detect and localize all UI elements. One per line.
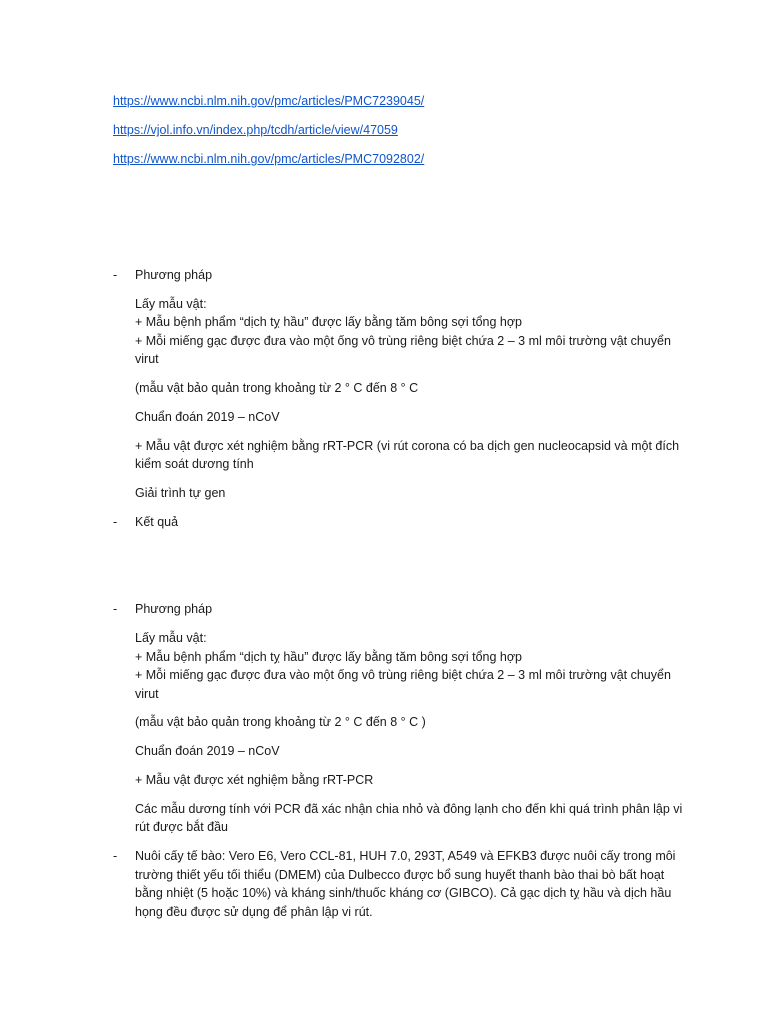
bullet-dash: - <box>113 268 118 282</box>
section1-storage: (mẫu vật bảo quản trong khoảng từ 2 ° C đến 8 ° C <box>135 381 419 395</box>
section2-sample-title: Lấy mẫu vật: <box>135 631 207 645</box>
section2-pcr-line2: rút được bắt đầu <box>135 820 229 834</box>
bullet-dash: - <box>113 849 118 863</box>
section1-sample-line1: + Mẫu bệnh phẩm “dịch tỵ hầu” được lấy bằng tăm bông sợi tổng hợp <box>135 315 522 329</box>
section2-sample-line2b: virut <box>135 687 159 701</box>
reference-link-2[interactable]: https://vjol.info.vn/index.php/tcdh/article/view/47059 <box>113 123 398 137</box>
section1-result: Kết quả <box>135 515 179 529</box>
section1-sample-title: Lấy mẫu vật: <box>135 297 207 311</box>
reference-link-3[interactable]: https://www.ncbi.nlm.nih.gov/pmc/articles/PMC7092802/ <box>113 152 425 166</box>
section1-heading: Phương pháp <box>135 268 213 282</box>
bullet-dash: - <box>113 515 118 529</box>
section2-sample-line2a: + Mỗi miếng gạc được đưa vào một ống vô trùng riêng biệt chứa 2 – 3 ml môi trường vật chuyển <box>135 668 671 682</box>
section1-sample-line2a: + Mỗi miếng gạc được đưa vào một ống vô trùng riêng biệt chứa 2 – 3 ml môi trường vật chuyển <box>135 334 671 348</box>
section1-sequencing: Giải trình tự gen <box>135 486 226 500</box>
bullet-dash: - <box>113 602 118 616</box>
section2-culture-line4: họng đều được sử dụng để phân lập vi rút. <box>135 905 373 919</box>
section2-pcr-line1: Các mẫu dương tính với PCR đã xác nhận chia nhỏ và đông lạnh cho đến khi quá trình phân lập vi <box>135 802 683 816</box>
section2-sample-line1: + Mẫu bệnh phẩm “dịch tỵ hầu” được lấy bằng tăm bông sợi tổng hợp <box>135 650 522 664</box>
section2-storage: (mẫu vật bảo quản trong khoảng từ 2 ° C đến 8 ° C ) <box>135 715 426 729</box>
section1-test-line2: kiểm soát dương tính <box>135 457 254 471</box>
section1-diagnosis: Chuẩn đoán 2019 – nCoV <box>135 410 280 424</box>
section1-test-line1: + Mẫu vật được xét nghiệm bằng rRT-PCR (vi rút corona có ba dịch gen nucleocapsid và một đích <box>135 439 680 453</box>
section1-sample-line2b: virut <box>135 352 159 366</box>
section2-diagnosis: Chuẩn đoán 2019 – nCoV <box>135 744 280 758</box>
reference-link-1[interactable]: https://www.ncbi.nlm.nih.gov/pmc/articles/PMC7239045/ <box>113 94 425 108</box>
section2-heading: Phương pháp <box>135 602 213 616</box>
section2-culture-line3: bằng nhiệt (5 hoặc 10%) và kháng sinh/thuốc kháng cơ (GIBCO). Cả gạc dịch tỵ hầu và dịch hầu <box>135 886 672 900</box>
section2-test-line1: + Mẫu vật được xét nghiệm bằng rRT-PCR <box>135 773 374 787</box>
section2-culture-line1: Nuôi cấy tế bào: Vero E6, Vero CCL-81, HUH 7.0, 293T, A549 và EFKB3 được nuôi cấy trong môi <box>135 849 676 863</box>
section2-culture-line2: trường thiết yếu tối thiểu (DMEM) của Dulbecco được bổ sung huyết thanh bào thai bò bất hoạt <box>135 868 665 882</box>
